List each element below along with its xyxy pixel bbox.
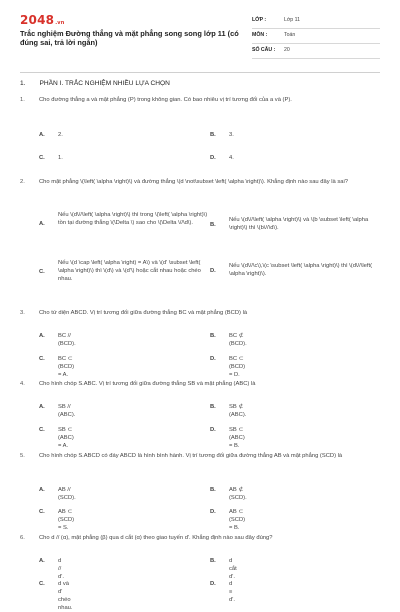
question-number: 2. (20, 179, 25, 185)
option-text: BC // (BCD). (58, 333, 76, 347)
question-text: Cho đường thẳng a và mặt phẳng (P) trong không gian. Có bao nhiêu vị trí tương đối của a và (P). (39, 97, 292, 103)
quiz-info-box (252, 14, 380, 59)
info-row-class (252, 14, 380, 29)
question-number: 1. (20, 97, 25, 103)
option-letter: B. (210, 222, 216, 228)
option-c[interactable] (39, 259, 209, 295)
header-divider (20, 72, 380, 73)
option-letter: D. (210, 581, 216, 587)
option-a[interactable] (39, 211, 209, 247)
option-letter: B. (210, 333, 216, 339)
info-value: Toán (284, 32, 296, 38)
page-header (0, 0, 400, 68)
option-letter: A. (39, 221, 45, 227)
option-text: SB ⊂ (ABC) = B. (229, 427, 245, 449)
option-letter: A. (39, 132, 45, 138)
option-letter: D. (210, 268, 216, 274)
question-number: 4. (20, 381, 25, 387)
option-text: AB // (SCD). (58, 487, 76, 501)
option-letter: C. (39, 269, 45, 275)
option-text: 2. (58, 132, 63, 138)
question-text: Cho hình chóp S.ABC. Vị trí tương đối giữa đường thẳng SB và mặt phẳng (ABC) là (39, 381, 256, 387)
option-letter: C. (39, 581, 45, 587)
option-text: d ≡ d'. (229, 581, 235, 603)
option-text: SB ⊄ (ABC). (229, 404, 247, 418)
section-heading (20, 80, 184, 87)
option-text: AB ⊂ (SCD) = B. (229, 509, 246, 531)
option-letter: D. (210, 356, 216, 362)
option-text: 4. (229, 155, 234, 161)
option-text: d cắt d'. (229, 558, 237, 580)
option-text: Nếu \(d \cap \left( \alpha \right) = A\) và \(d' \subset \left( \alpha \right)\) thì \(d\) và \(d'\) hoặc cắt nhau hoặc chéo nhau. (58, 260, 201, 282)
option-letter: B. (210, 558, 216, 564)
question-text: Cho d // (α), mặt phẳng (β) qua d cắt (α) theo giao tuyến d'. Khẳng định nào sau đây đúng? (39, 535, 273, 541)
option-letter: A. (39, 404, 45, 410)
section-title: PHẦN I. TRẮC NGHIỆM NHIỀU LỰA CHỌN (39, 80, 170, 87)
question-text: Cho mặt phẳng \(\left( \alpha \right)\) và đường thẳng \(d \not\subset \left( \alpha \right)\). Khẳng định nào sau đây là sai? (39, 179, 348, 185)
question-6 (20, 534, 380, 611)
question-text: Cho hình chóp S.ABCD có đáy ABCD là hình bình hành. Vị trí tương đối giữa đường thẳng AB và mặt phẳng (SCD) là (39, 453, 343, 459)
option-text: BC ⊂ (BCD) = A. (58, 356, 75, 378)
option-letter: A. (39, 558, 45, 564)
logo-suffix: .vn (55, 20, 65, 26)
section-number: 1. (20, 80, 26, 87)
info-value: 20 (284, 47, 290, 53)
option-letter: A. (39, 487, 45, 493)
option-b[interactable] (210, 216, 380, 246)
question-number: 5. (20, 453, 25, 459)
option-text: Nếu \(d\//\left( \alpha \right)\) thì trong \(\left( \alpha \right)\) tồn tại đường thẳng \(\Delta \) sao cho \(\Delta \//\d\). (58, 212, 208, 226)
question-text: Cho tứ diện ABCD. Vị trí tương đối giữa đường thẳng BC và mặt phẳng (BCD) là (39, 310, 248, 316)
question-3 (20, 309, 380, 378)
info-label: LỚP : (252, 17, 267, 23)
page-title: Trắc nghiệm Đường thẳng và mặt phẳng song song lớp 11 (có đúng sai, trả lời ngắn) (20, 29, 239, 47)
option-text: d và d' chéo nhau. (58, 581, 73, 611)
logo-text: 2048 (20, 13, 55, 27)
option-letter: B. (210, 404, 216, 410)
info-row-count (252, 44, 380, 59)
option-letter: C. (39, 356, 45, 362)
option-text: AB ⊂ (SCD) = S. (58, 509, 75, 531)
question-5 (20, 452, 380, 531)
option-text: SB // (ABC). (58, 404, 76, 418)
info-row-subject (252, 29, 380, 44)
option-text: BC ⊂ (BCD) = D. (229, 356, 246, 378)
option-letter: C. (39, 509, 45, 515)
option-letter: A. (39, 333, 45, 339)
question-4 (20, 380, 380, 449)
option-letter: B. (210, 487, 216, 493)
option-d[interactable] (210, 262, 380, 292)
option-text: d // d'. (58, 558, 64, 580)
option-text: AB ⊄ (SCD). (229, 487, 247, 501)
option-letter: B. (210, 132, 216, 138)
option-letter: D. (210, 427, 216, 433)
question-number: 3. (20, 310, 25, 316)
option-text: Nếu \(d\//\c\),\(c \subset \left( \alpha \right)\) thì \(d\//\left( \alpha \right)\). (229, 263, 373, 277)
option-text: BC ⊄ (BCD). (229, 333, 247, 347)
site-logo[interactable] (20, 13, 65, 27)
option-letter: D. (210, 509, 216, 515)
info-value: Lớp 11 (284, 17, 300, 23)
info-label: SỐ CÂU : (252, 47, 276, 53)
option-letter: D. (210, 155, 216, 161)
option-text: Nếu \(d\//\left( \alpha \right)\) và \(b \subset \left( \alpha \right)\) thì \(b\//\d\). (229, 217, 369, 231)
option-letter: C. (39, 155, 45, 161)
question-2 (20, 178, 380, 303)
option-text: SB ⊂ (ABC) = A. (58, 427, 74, 449)
info-label: MÔN : (252, 32, 268, 38)
option-text: 3. (229, 132, 234, 138)
question-number: 6. (20, 535, 25, 541)
option-letter: C. (39, 427, 45, 433)
option-text: 1. (58, 155, 63, 161)
question-1 (20, 96, 380, 166)
